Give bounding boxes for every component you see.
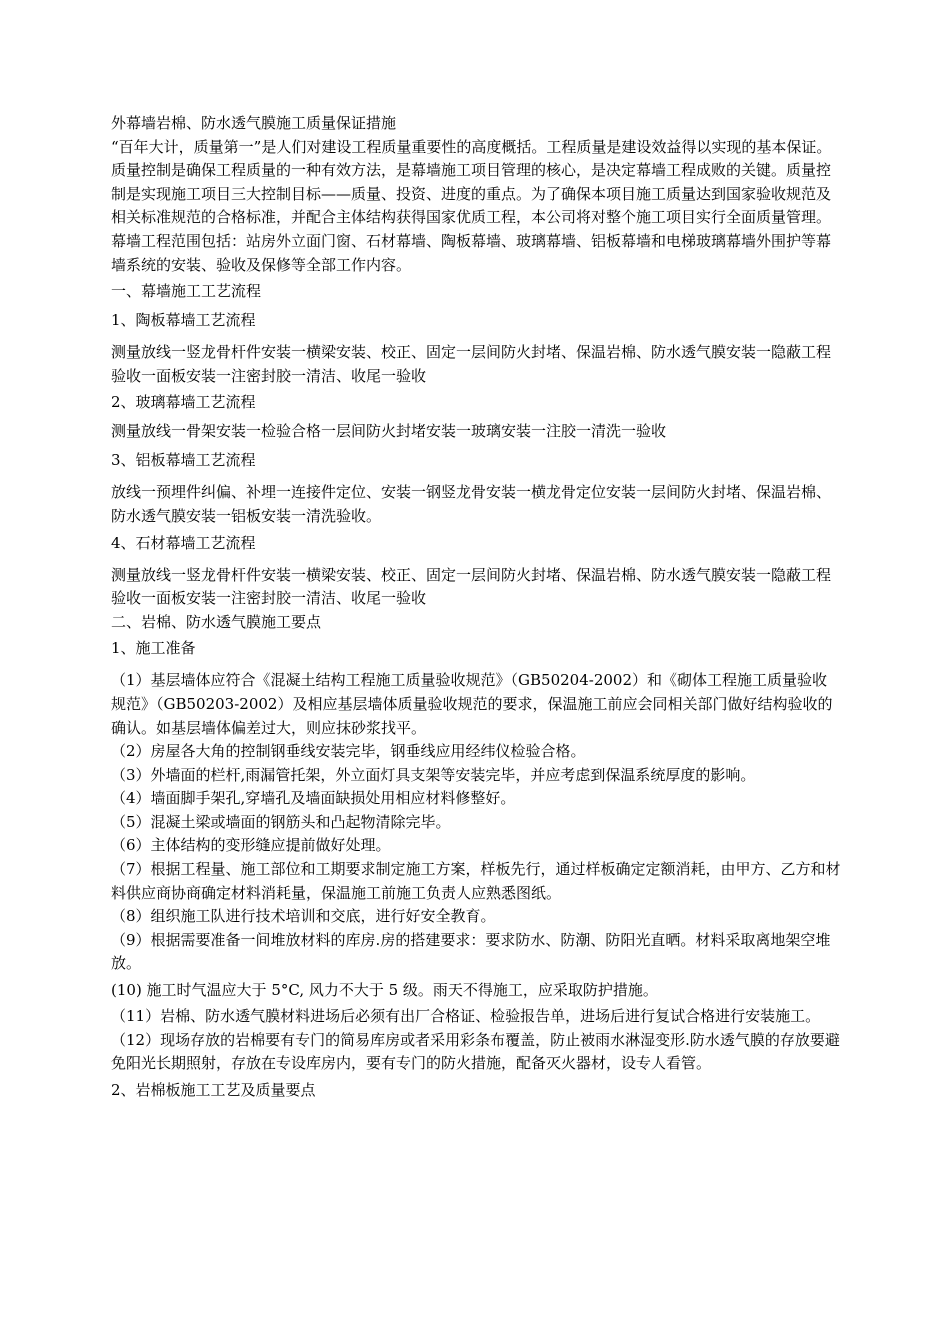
list-item: （12）现场存放的岩棉要有专门的简易库房或者采用彩条布覆盖，防止被雨水淋湿变形.防水透气膜的存放要避免阳光长期照射，存放在专设库房内，要有专门的防火措施，配备灭火器材，设专人看管。 xyxy=(111,1030,840,1073)
list-item: （2）房屋各大角的控制钢垂线安装完毕，钢垂线应用经纬仪检验合格。 xyxy=(111,742,586,761)
intro-paragraph: “百年大计，质量第一”是人们对建设工程质量重要性的高度概括。工程质量是建设效益得以实现的基本保证。质量控制是确保工程质量的一种有效方法，是幕墙施工项目管理的核心，是决定幕墙工程成败的关键。质量控制是实现施工项目三大控制目标——质量、投资、进度的重点。为了确保本项目施工质量达到国家验收规范及相关标准规范的合格标准，并配合主体结构获得国家优质工程，本公司将对整个施工项目实行全面质量管理。 xyxy=(111,137,832,227)
list-item: （3）外墙面的栏杆,雨漏管托架，外立面灯具支架等安装完毕，并应考虑到保温系统厚度的影响。 xyxy=(111,765,756,784)
list-item: (10) 施工时气温应大于 5°C, 风力不大于 5 级。雨天不得施工，应采取防护措施。 xyxy=(111,981,658,1000)
list-item: （1）基层墙体应符合《混凝土结构工程施工质量验收规范》（GB50204-2002）和《砌体工程施工质量验收规范》（GB50203-2002）及相应基层墙体质量验收规范的要求，保温施工前应会同相关部门做好结构验收的确认。如基层墙体偏差过大，则应抹砂浆找平。 xyxy=(111,671,833,737)
section-heading-1: 一、幕墙施工工艺流程 xyxy=(111,282,262,301)
flow-stone: 测量放线一竖龙骨杆件安装一横梁安装、校正、固定一层间防火封堵、保温岩棉、防水透气膜安装一隐蔽工程验收一面板安装一注密封胶一清洁、收尾一验收 xyxy=(111,565,832,608)
subheading-glass: 2、玻璃幕墙工艺流程 xyxy=(111,393,256,412)
doc-title: 外幕墙岩棉、防水透气膜施工质量保证措施 xyxy=(111,114,397,132)
subheading-rockwool-process: 2、岩棉板施工工艺及质量要点 xyxy=(111,1080,316,1099)
list-item: （11）岩棉、防水透气膜材料进场后必须有出厂合格证、检验报告单，进场后进行复试合格进行安装施工。 xyxy=(111,1007,821,1026)
subheading-stone: 4、石材幕墙工艺流程 xyxy=(111,533,256,552)
subheading-preparation: 1、施工准备 xyxy=(111,639,196,658)
list-item: （4）墙面脚手架孔,穿墙孔及墙面缺损处用相应材料修整好。 xyxy=(111,789,516,808)
list-item: （8）组织施工队进行技术培训和交底，进行好安全教育。 xyxy=(111,907,496,926)
section-heading-2: 二、岩棉、防水透气膜施工要点 xyxy=(111,612,322,631)
subheading-aluminum: 3、铝板幕墙工艺流程 xyxy=(111,451,256,470)
flow-glass: 测量放线一骨架安装一检验合格一层间防火封堵安装一玻璃安装一注胶一清洗一验收 xyxy=(111,422,667,441)
list-item: （6）主体结构的变形缝应提前做好处理。 xyxy=(111,836,391,855)
scope-paragraph: 幕墙工程范围包括：站房外立面门窗、石材幕墙、陶板幕墙、玻璃幕墙、铝板幕墙和电梯玻璃幕墙外围护等幕墙系统的安装、验收及保修等全部工作内容。 xyxy=(111,231,832,274)
subheading-terracotta: 1、陶板幕墙工艺流程 xyxy=(111,311,256,330)
list-item: （7）根据工程量、施工部位和工期要求制定施工方案，样板先行，通过样板确定定额消耗，由甲方、乙方和材料供应商协商确定材料消耗量，保温施工前施工负责人应熟悉图纸。 xyxy=(111,860,841,902)
flow-aluminum: 放线一预埋件纠偏、补埋一连接件定位、安装一钢竖龙骨安装一横龙骨定位安装一层间防火封堵、保温岩棉、防水透气膜安装一铝板安装一清洗验收。 xyxy=(111,483,832,525)
flow-terracotta: 测量放线一竖龙骨杆件安装一横梁安装、校正、固定一层间防火封堵、保温岩棉、防水透气膜安装一隐蔽工程验收一面板安装一注密封胶一清洁、收尾一验收 xyxy=(111,343,832,385)
list-item: （5）混凝土梁或墙面的钢筋头和凸起物清除完毕。 xyxy=(111,812,451,831)
list-item: （9）根据需要准备一间堆放材料的库房.房的搭建要求：要求防水、防潮、防阳光直晒。材料采取离地架空堆放。 xyxy=(111,930,831,973)
document-page xyxy=(111,112,841,1105)
